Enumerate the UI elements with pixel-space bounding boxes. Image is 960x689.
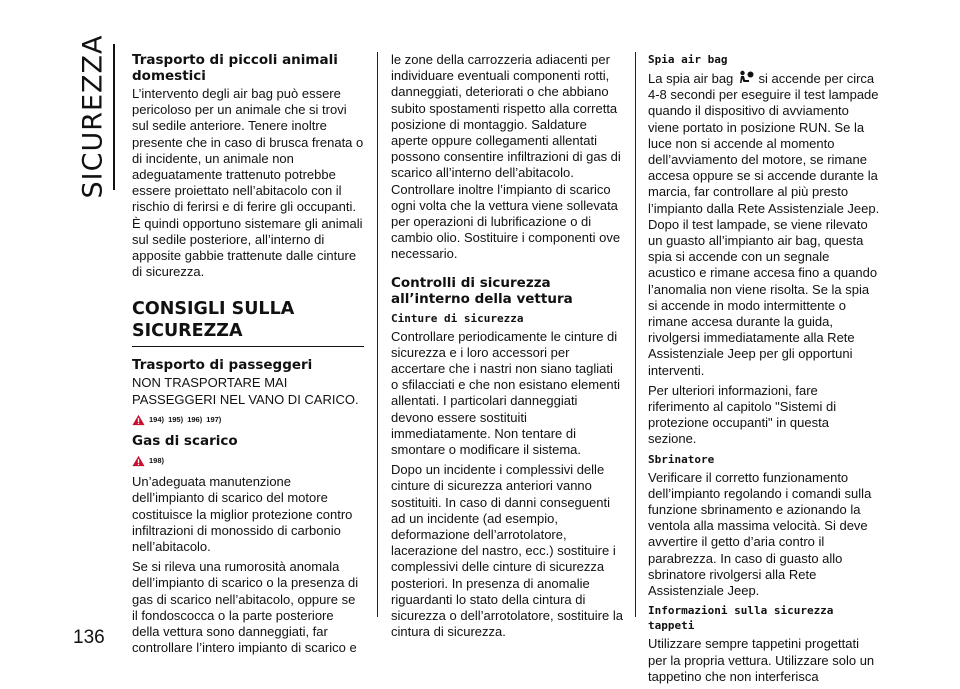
main-heading: CONSIGLI SULLA SICUREZZA [132, 298, 364, 347]
mats-paragraph: Utilizzare sempre tappetini progettati per la propria vettura. Utilizzare solo un tappetino che non interferisca [648, 636, 875, 684]
section-rule [113, 44, 115, 190]
column-divider-1 [377, 52, 378, 617]
checks-heading: Controlli di sicurezza all’interno della vettura [391, 274, 573, 307]
warning-triangle-icon [132, 414, 145, 426]
column-2 [391, 52, 623, 645]
defroster-heading: Sbrinatore [648, 452, 715, 466]
defroster-paragraph: Verificare il corretto funzionamento dell’impianto regolando i comandi sulla funzione sbrinamento e azionando la ventola alla massima velocità. Si deve avvertire il getto d’aria contro il parabrezza. In caso di guasto allo sbrinatore rivolgersi alla Rete Assistenziale Jeep. [648, 469, 872, 599]
exhaust-refs: 198) [149, 456, 165, 466]
airbag-warning-icon [738, 70, 754, 86]
exhaust-heading: Gas di scarico [132, 433, 238, 450]
mats-heading: Informazioni sulla sicurezza tappeti [648, 604, 834, 633]
airbag-paragraph-1 [648, 70, 880, 379]
column-1 [132, 52, 364, 660]
page-number: 136 [73, 627, 105, 648]
column-3 [648, 52, 880, 689]
airbag-heading: Spia air bag [648, 53, 728, 66]
passengers-warning [132, 412, 364, 428]
exhaust-paragraph-1: Un’adeguata manutenzione dell’impianto di scarico del motore costituisce la miglior protezione contro infiltrazioni di monossido di carbonio nell’abitacolo. [132, 474, 353, 555]
passengers-refs: 194) 195) 196) 197) [149, 414, 222, 424]
exhaust-continued-paragraph: le zone della carrozzeria adiacenti per individuare eventuali componenti rotti, danneggiati, deteriorati o che abbiano subito spostamenti rispetto alla corretta posizione di montaggio. Saldature aperte oppure collegamenti allentati possono consentire infiltrazioni di gas di scarico all’interno dell’abitacolo. Controllare inoltre l’impianto di scarico ogni volta che la vettura viene sollevata per operazioni di lubrificazione o di cambio olio. Sostituire i componenti ove necessario. [391, 52, 621, 262]
airbag-text-before-icon: La spia air bag [648, 71, 734, 86]
airbag-paragraph-2: Per ulteriori informazioni, fare riferimento al capitolo "Sistemi di protezione occupanti" in questa sezione. [648, 382, 837, 447]
belts-paragraph-1: Controllare periodicamente le cinture di sicurezza e i loro accessori per accertare che i nastri non siano tagliati o sfilacciati e che non esistano elementi allentati. I particolari danneggiati devono essere sostituiti immediatamente. Non tentare di smontare o modificare il sistema. [391, 328, 621, 458]
exhaust-paragraph-2: Se si rileva una rumorosità anomala dell’impianto di scarico o la presenza di gas di scarico nell’abitacolo, oppure se il fondoscocca o la parte posteriore della vettura sono danneggiati, far controllare l’intero impianto di scarico e [132, 559, 359, 656]
column-divider-2 [635, 52, 636, 617]
passengers-heading: Trasporto di passeggeri [132, 357, 313, 374]
warning-triangle-icon [132, 455, 145, 467]
belts-heading: Cinture di sicurezza [391, 311, 524, 325]
section-title-vertical [76, 34, 110, 198]
exhaust-warning [132, 453, 364, 469]
passengers-paragraph: NON TRASPORTARE MAI PASSEGGERI NEL VANO DI CARICO. [132, 375, 359, 407]
pets-paragraph: L’intervento degli air bag può essere pericoloso per un animale che si trovi sul sedile anteriore. Tenere inoltre presente che in caso di brusca frenata o di incidente, un animale non adeguatamente trattenuto potrebbe essere proiettato nell’abitacolo con il rischio di ferirsi e di ferire gli occupanti. È quindi opportuno sistemare gli animali sul sedile posteriore, all’interno di apposite gabbie trattenute dalle cinture di sicurezza. [132, 86, 364, 280]
belts-paragraph-2: Dopo un incidente i complessivi delle cinture di sicurezza anteriori vanno sostituiti. In caso di danni conseguenti ad un incidente (ad esempio, deformazione dell’arrotolatore, lacerazione del nastro, ecc.) sostituire i complessivi delle cinture di sicurezza posteriori. In presenza di anomalie riguardanti lo stato della cintura di sicurezza o dell’arrotolatore, sostituire la cintura di sicurezza. [391, 462, 623, 640]
pets-heading: Trasporto di piccoli animali domestici [132, 52, 338, 84]
section-title: SICUREZZA [77, 34, 109, 198]
airbag-text-after-icon: si accende per circa 4-8 secondi per eseguire il test lampade quando il dispositivo di avviamento viene portato in posizione RUN. Se la luce non si accende al momento dell’avviamento del motore, se rimane accesa oppure se si accende durante la marcia, far controllare al più presto l’impianto dalla Rete Assistenziale Jeep. Dopo il test lampade, se viene rilevato un guasto all’impianto air bag, questa spia si accende con un segnale acustico e rimane accesa fino a quando l’anomalia non viene risolta. Se la spia si accende in modo intermittente o rimane accesa durante la guida, rivolgersi immediatamente alla Rete Assistenziale Jeep per gli opportuni interventi. [648, 71, 880, 378]
